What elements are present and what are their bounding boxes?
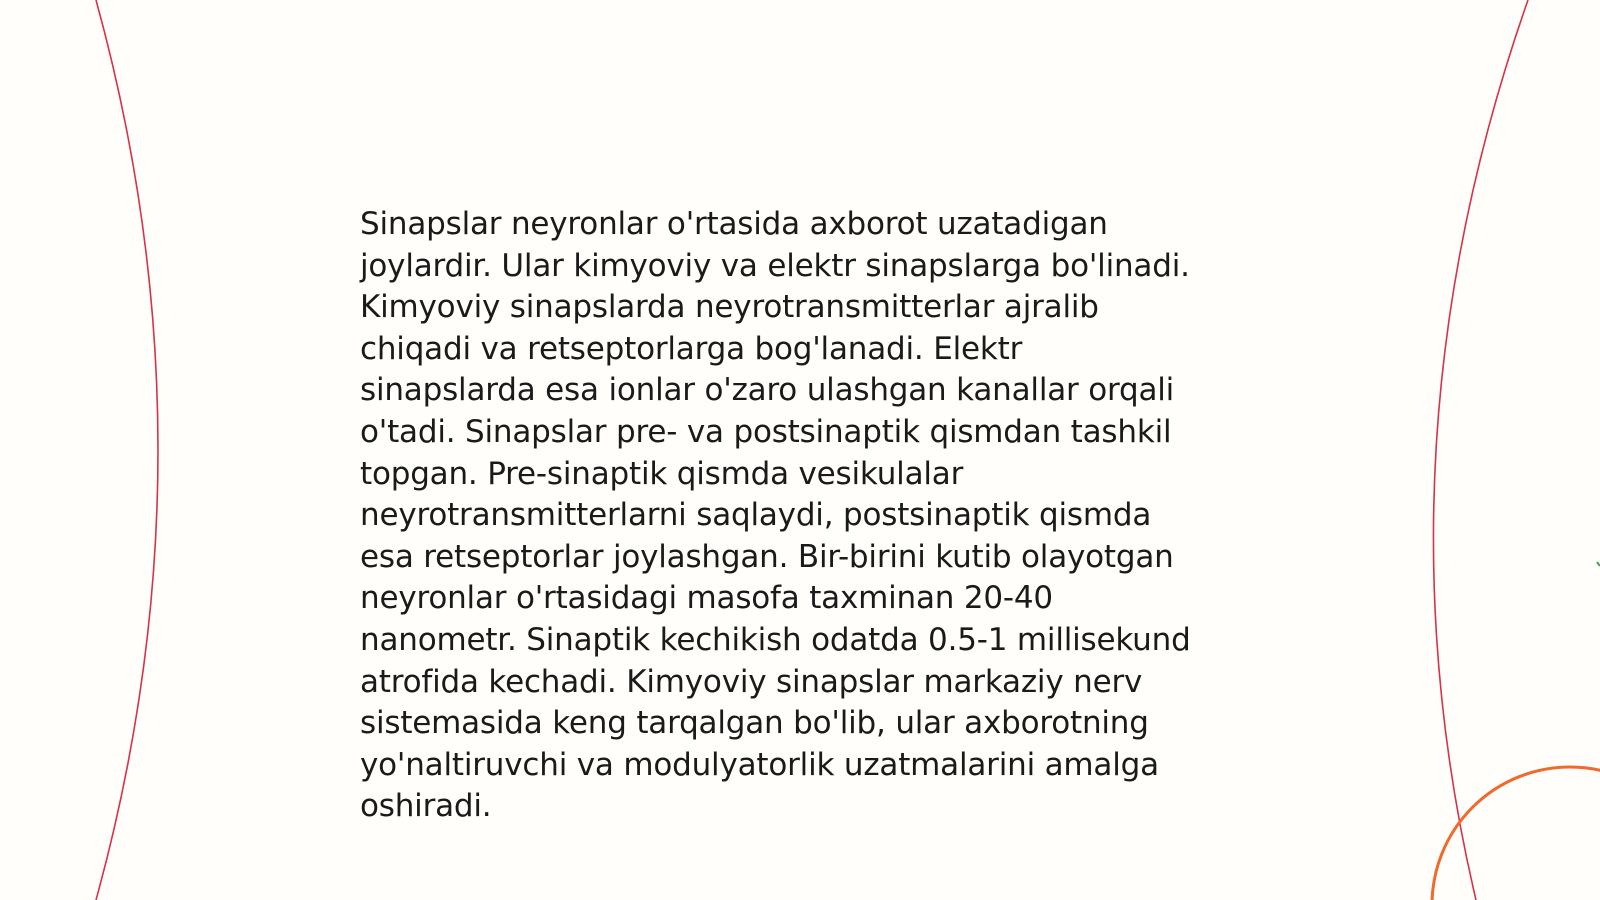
left-curved-line bbox=[96, 0, 158, 900]
right-curved-line bbox=[1433, 0, 1528, 900]
body-paragraph: Sinapslar neyronlar o'rtasida axborot uzatadigan joylardir. Ular kimyoviy va elektr sinapslarga bo'linadi. Kimyoviy sinapslarda neyrotransmitterlar ajralib chiqadi va retseptorlarga bog'lanadi. Elektr sinapslarda esa ionlar o'zaro ulashgan kanallar orqali o'tadi. Sinapslar pre- va postsinaptik qismdan tashkil topgan. Pre-sinaptik qismda vesikulalar neyrotransmitterlarni saqlaydi, postsinaptik qismda esa retseptorlar joylashgan. Bir-birini kutib olayotgan neyronlar o'rtasidagi masofa taxminan 20-40 nanometr. Sinaptik kechikish odatda 0.5-1 millisekund atrofida kechadi. Kimyoviy sinapslar markaziy nerv sistemasida keng tarqalgan bo'lib, ular axborotning yo'naltiruvchi va modulyatorlik uzatmalarini amalga oshiradi. bbox=[360, 206, 1191, 825]
orange-circle-outline bbox=[1432, 767, 1600, 900]
